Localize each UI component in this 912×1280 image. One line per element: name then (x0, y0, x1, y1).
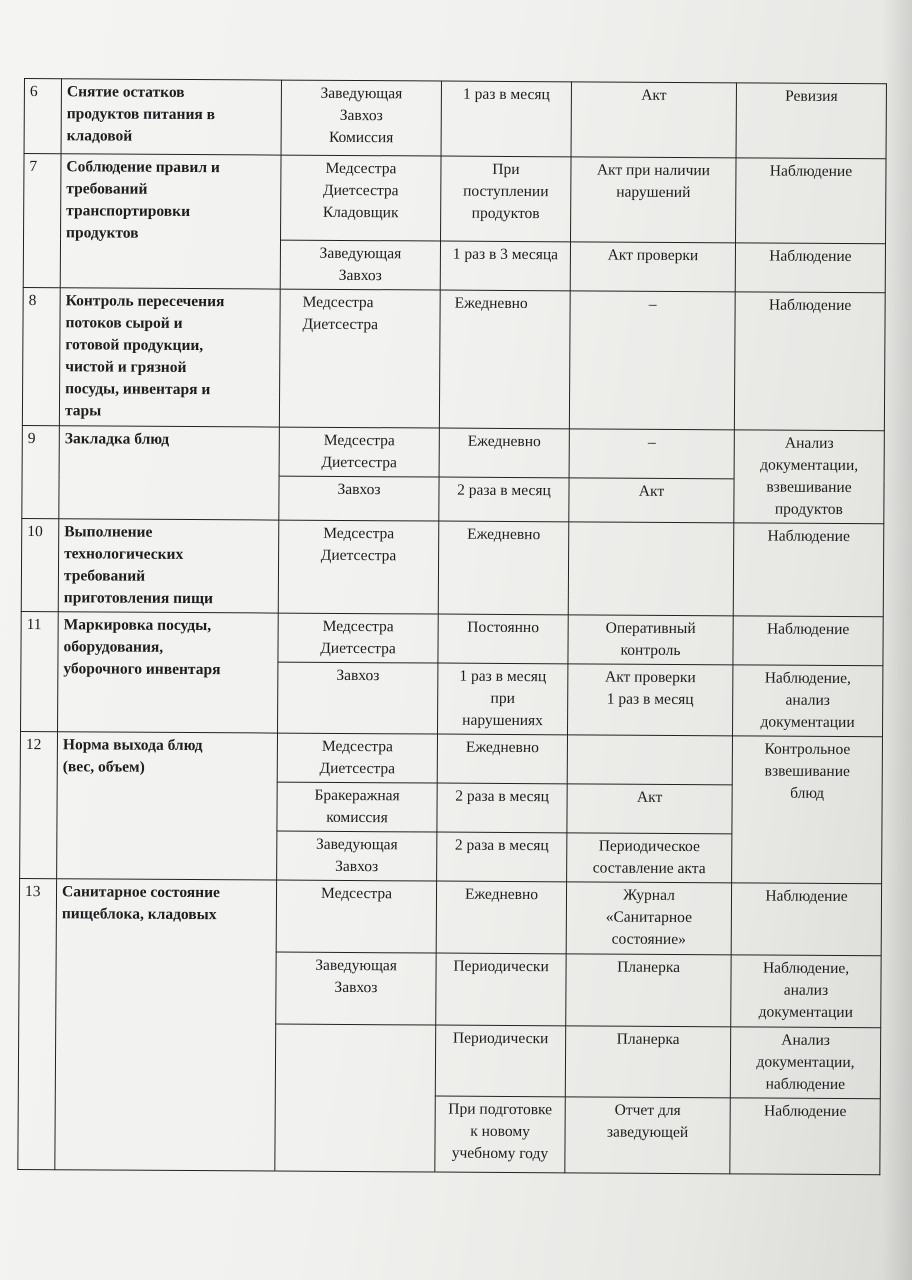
control-method: Ревизия (736, 83, 886, 159)
frequency: Постоянно (438, 614, 568, 664)
frequency: При поступлении продуктов (441, 156, 572, 242)
control-method: Наблюдение (736, 158, 887, 244)
frequency: Ежедневно (439, 290, 570, 429)
frequency: 1 раз в месяц (441, 81, 571, 157)
row-number: 8 (22, 287, 60, 425)
control-method: Анализ документации, взвешивание продуктов (734, 430, 885, 524)
responsible-person: Медсестра (276, 880, 436, 953)
document-form: Периодическое составление акта (567, 833, 732, 883)
control-subject: Снятие остатков продуктов питания в кладовой (61, 79, 281, 155)
frequency: Ежедневно (439, 428, 569, 478)
responsible-person: Медсестра Диетсестра (279, 289, 440, 428)
control-subject: Норма выхода блюд (вес, объем) (57, 732, 278, 880)
control-subject: Выполнение технологических требований приготовления пищи (58, 519, 279, 613)
frequency: Периодически (436, 953, 566, 1026)
responsible-person: Бракеражная комиссия (277, 782, 437, 832)
control-method: Наблюдение (731, 883, 881, 956)
responsible-person: Заведующая Завхоз (280, 240, 440, 290)
document-form: Журнал «Санитарное состояние» (566, 882, 731, 955)
document-form: Отчет для заведующей (565, 1097, 730, 1174)
control-subject: Маркировка посуды, оборудования, уборочного инвентаря (58, 612, 279, 733)
control-method: Наблюдение (733, 616, 883, 666)
frequency: 1 раз в месяц при нарушениях (438, 663, 568, 735)
responsible-person: Заведующая Завхоз (276, 952, 436, 1025)
table-row-13 (19, 878, 881, 955)
control-method: Наблюдение (734, 292, 885, 431)
control-method: Наблюдение (733, 523, 884, 617)
table-row-8 (22, 287, 885, 430)
control-subject: Санитарное состояние пищеблока, кладовых (55, 879, 277, 1171)
responsible-person: Медсестра Диетсестра (279, 427, 439, 477)
document-form: Акт (569, 478, 734, 523)
table-row-6 (24, 79, 886, 159)
control-subject: Соблюдение правил и требований транспортировки продуктов (60, 154, 281, 289)
frequency: Ежедневно (438, 521, 569, 615)
table-row-7 (24, 154, 887, 244)
responsible-person: Завхоз (279, 476, 439, 521)
control-subject: Закладка блюд (59, 426, 280, 520)
row-number: 6 (24, 79, 61, 154)
responsible-person: Медсестра Диетсестра (278, 613, 438, 663)
frequency: При подготовке к новому учебному году (435, 1096, 565, 1173)
frequency: 2 раза в месяц (439, 477, 569, 522)
row-number: 10 (21, 518, 59, 611)
responsible-person: Завхоз (278, 662, 438, 734)
control-subject: Контроль пересечения потоков сырой и готовой продукции, чистой и грязной посуды, инвентаря и тары (59, 288, 280, 427)
responsible-person: Заведующая Завхоз (277, 831, 437, 881)
document-form: Акт (571, 82, 736, 158)
row-number: 9 (22, 425, 60, 518)
responsible-person-empty (275, 1024, 436, 1172)
document-form: Оперативный контроль (568, 615, 733, 665)
responsible-person: Заведующая Завхоз Комиссия (281, 80, 441, 156)
responsible-person: Медсестра Диетсестра Кладовщик (281, 155, 442, 241)
frequency: 1 раз в 3 месяца (440, 241, 570, 291)
control-method: Наблюдение, анализ документации (731, 955, 881, 1028)
control-method: Наблюдение (735, 243, 885, 293)
paper-edge-shadow (882, 0, 912, 1280)
row-number: 13 (18, 878, 57, 1169)
document-form: – (569, 291, 735, 430)
control-method: Контрольное взвешивание блюд (732, 736, 883, 884)
frequency: Ежедневно (437, 734, 567, 784)
frequency: Периодически (435, 1025, 565, 1097)
document-form: Акт при наличии нарушений (571, 157, 737, 243)
document-form: – (569, 429, 734, 479)
control-method: Наблюдение, анализ документации (732, 665, 882, 737)
frequency: Ежедневно (436, 881, 566, 954)
row-number: 12 (20, 731, 58, 878)
frequency: 2 раза в месяц (437, 832, 567, 882)
document-form: Акт (567, 784, 732, 834)
frequency: 2 раза в месяц (437, 783, 567, 833)
document-form: Планерка (566, 954, 731, 1027)
row-number: 7 (23, 154, 61, 288)
control-method: Наблюдение (730, 1098, 880, 1175)
row-number: 11 (21, 611, 59, 731)
responsible-person: Медсестра Диетсестра (278, 520, 439, 614)
control-method: Анализ документации, наблюдение (730, 1027, 880, 1099)
control-plan-table (17, 78, 887, 1175)
table-row-11 (21, 611, 883, 665)
responsible-person: Медсестра Диетсестра (277, 733, 437, 783)
document-form (567, 735, 732, 785)
table-row-10 (21, 518, 884, 616)
table-row-9 (22, 425, 884, 479)
document-form: Акт проверки 1 раз в месяц (567, 664, 732, 736)
document-form: Акт проверки (570, 242, 735, 292)
document-form: Планерка (565, 1026, 730, 1098)
table-row-12 (20, 731, 882, 785)
document-form (568, 522, 734, 616)
